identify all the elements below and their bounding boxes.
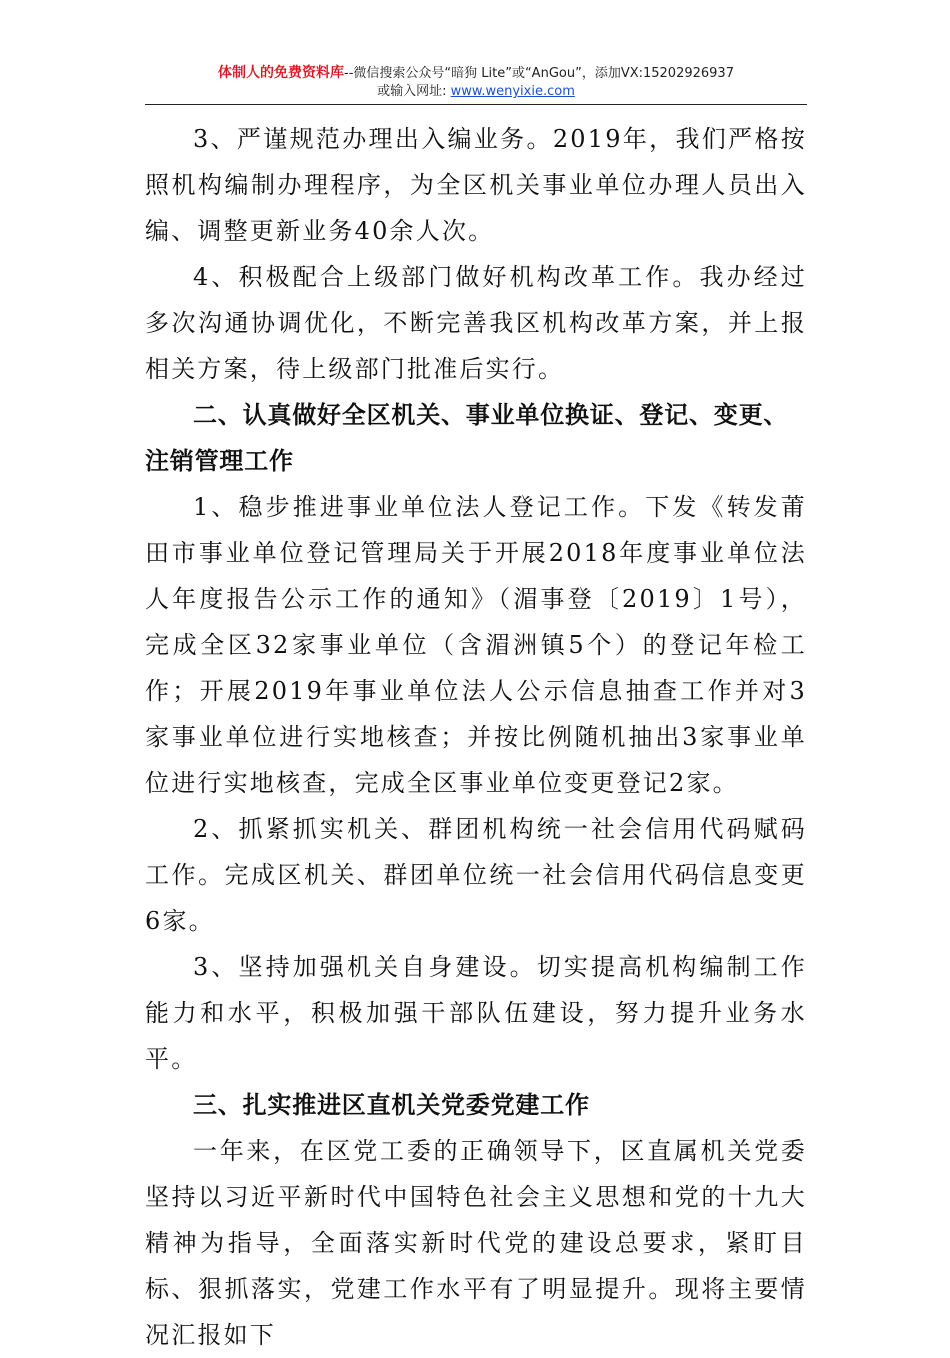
paragraph-4: 2、抓紧抓实机关、群团机构统一社会信用代码赋码工作。完成区机关、群团单位统一社会信用代码信息变更6家。 [145,815,807,935]
paragraph-6: 一年来，在区党工委的正确领导下，区直属机关党委坚持以习近平新时代中国特色社会主义思想和党的十九大精神为指导，全面落实新时代党的建设总要求，紧盯目标、狠抓落实，党建工作水平有了明显提升。现将主要情况汇报如下 [145,1137,807,1349]
section-heading-3: 三、扎实推进区直机关党委党建工作 [193,1091,590,1119]
header-url-link[interactable]: www.wenyixie.com [450,84,575,99]
header-brand: 体制人的免费资料库 [218,65,345,81]
document-body [145,116,807,1358]
paragraph-3: 1、稳步推进事业单位法人登记工作。下发《转发莆田市事业单位登记管理局关于开展2018年度事业单位法人年度报告公示工作的通知》（湄事登〔2019〕1号），完成全区32家事业单位（含湄洲镇5个）的登记年检工作；开展2019年事业单位法人公示信息抽查工作并对3家事业单位进行实地核查；并按比例随机抽出3家事业单位进行实地核查，完成全区事业单位变更登记2家。 [145,493,807,797]
header-line-1 [145,64,807,83]
header-line-2 [145,83,807,101]
paragraph-5: 3、坚持加强机关自身建设。切实提高机构编制工作能力和水平，积极加强干部队伍建设，努力提升业务水平。 [145,953,807,1073]
header-note: --微信搜索公众号“暗狗 Lite”或“AnGou”，添加VX:15202926937 [344,66,734,81]
paragraph-2: 4、积极配合上级部门做好机构改革工作。我办经过多次沟通协调优化，不断完善我区机构改革方案，并上报相关方案，待上级部门批准后实行。 [145,263,807,383]
paragraph-1: 3、严谨规范办理出入编业务。2019年，我们严格按照机构编制办理程序，为全区机关事业单位办理人员出入编、调整更新业务40余人次。 [145,125,807,245]
section-heading-2: 二、认真做好全区机关、事业单位换证、登记、变更、注销管理工作 [145,401,789,475]
header-divider [145,104,807,105]
page-header [145,64,807,101]
header-url-label: 或输入网址: [377,84,451,99]
